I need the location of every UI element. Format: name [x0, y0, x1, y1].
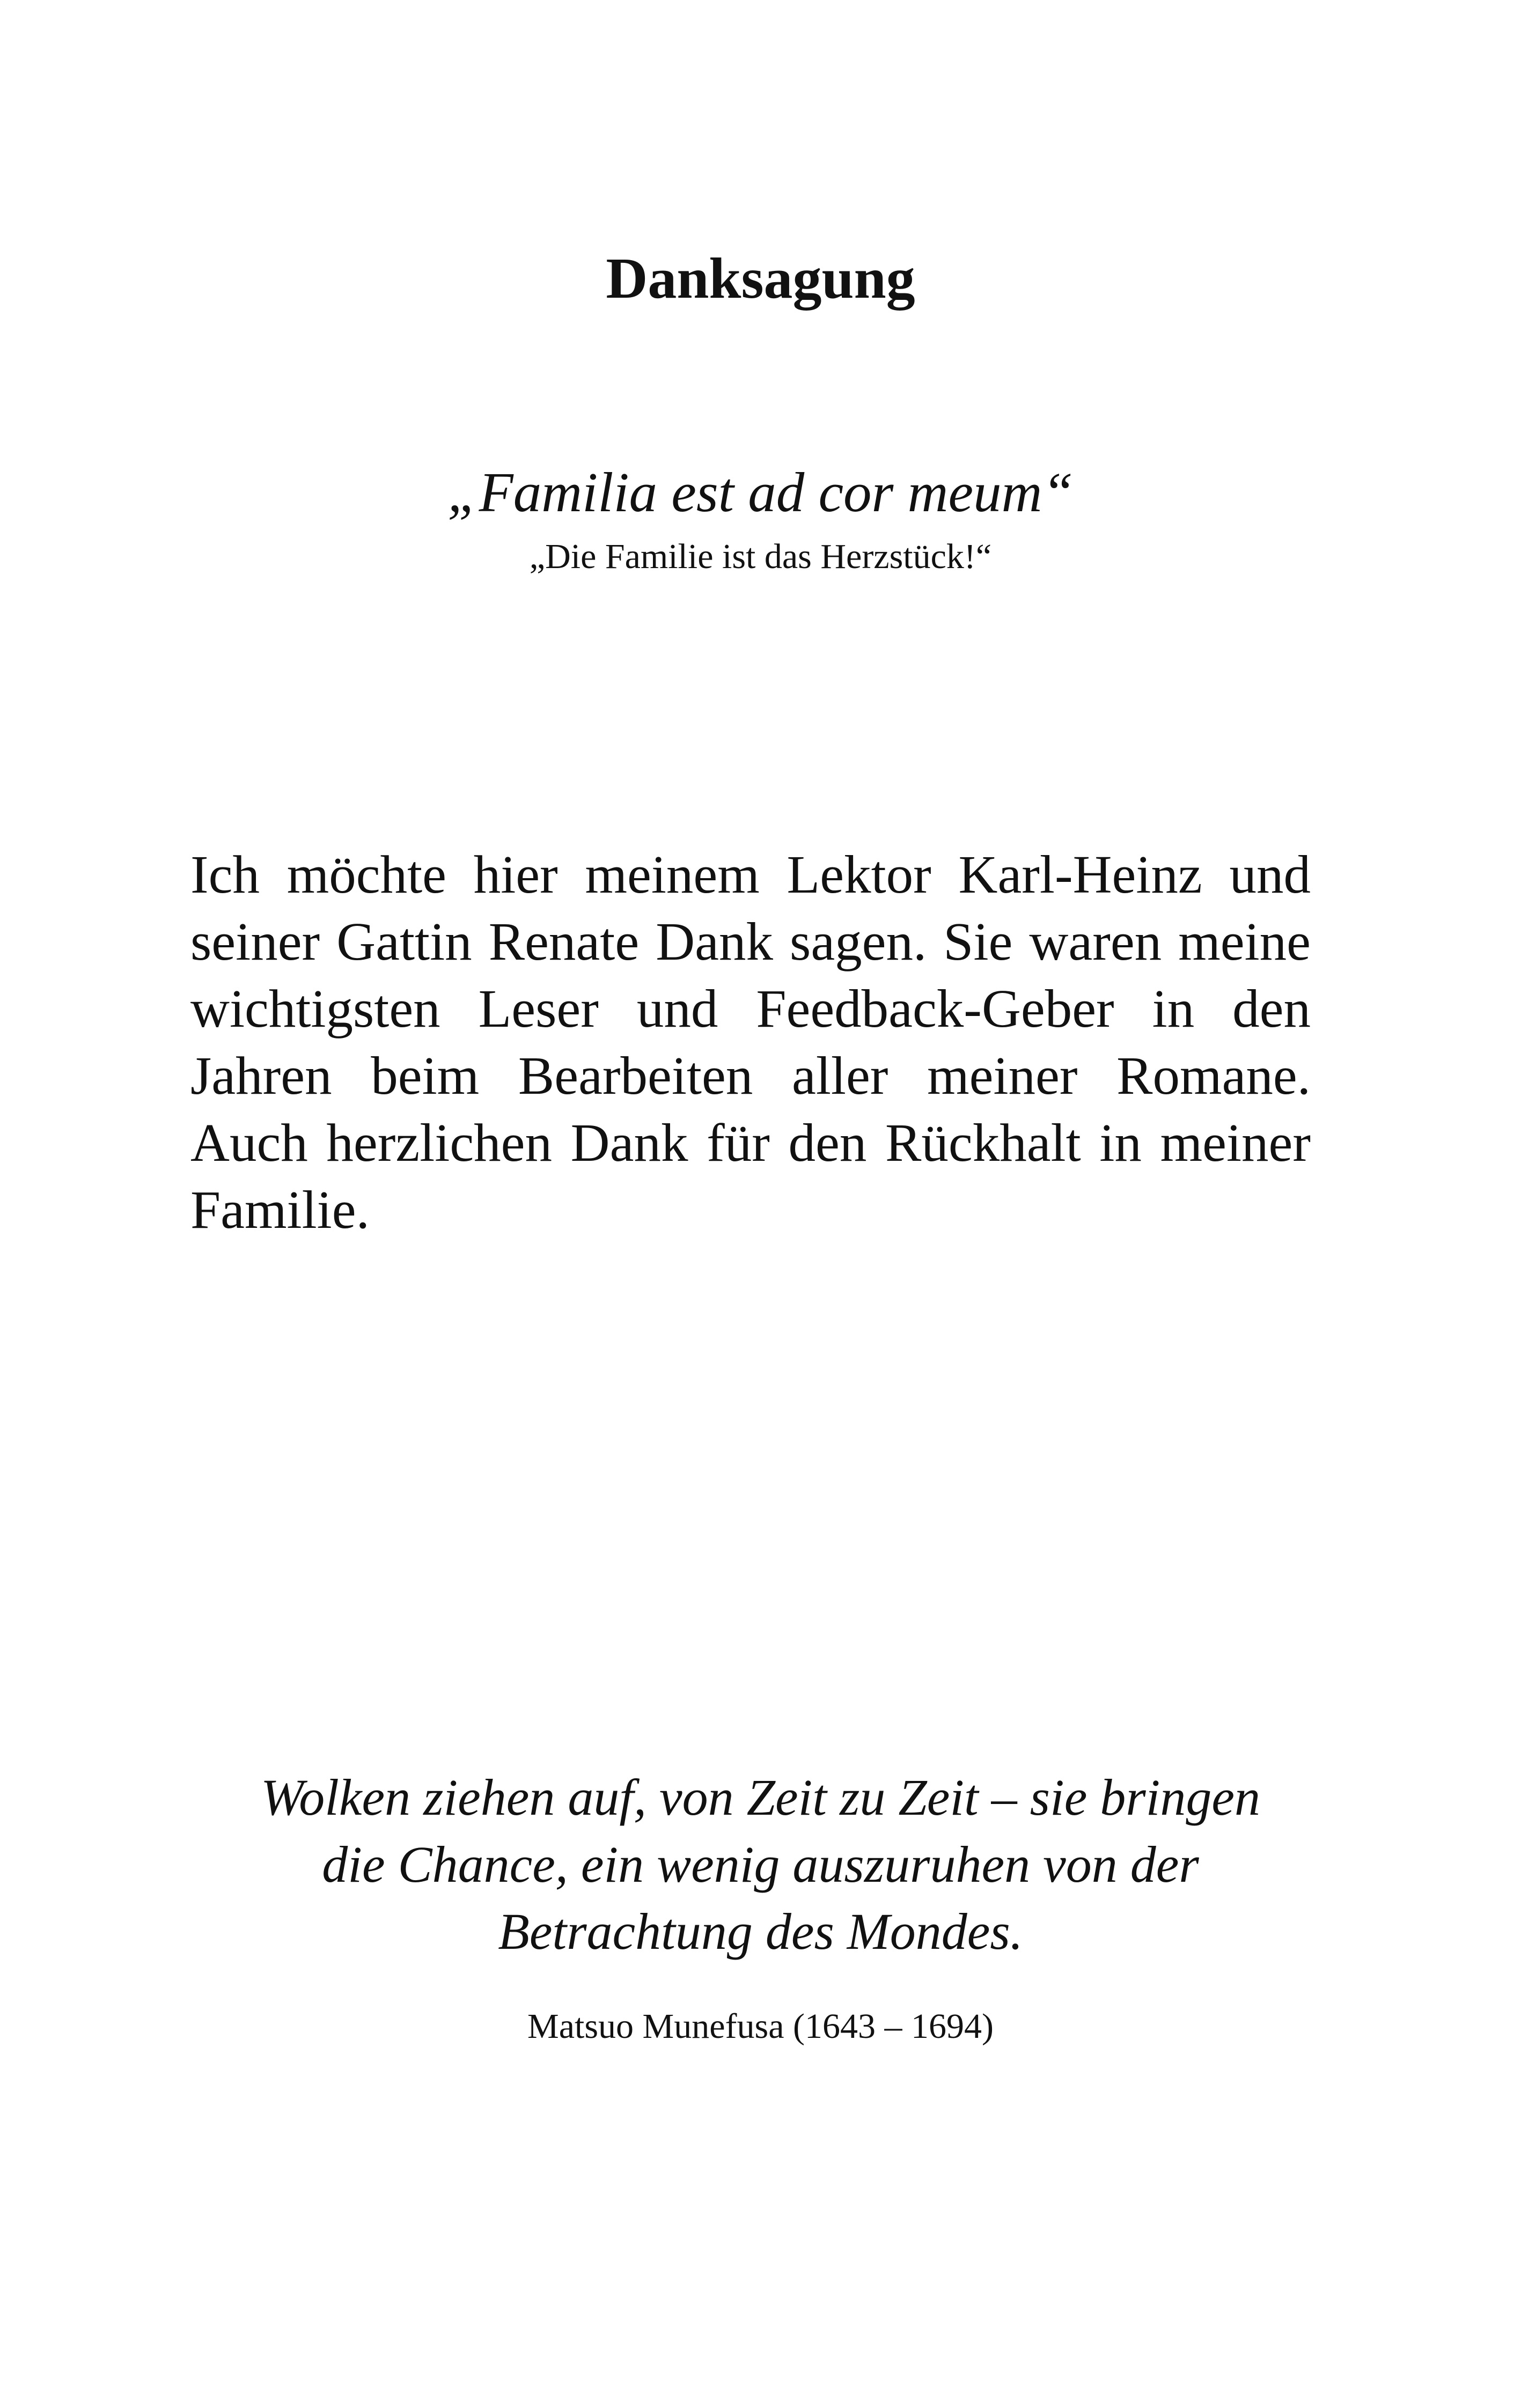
- haiku-line: die Chance, ein wenig auszuruhen von der: [322, 1836, 1199, 1893]
- acknowledgement-paragraph: Ich möchte hier meinem Lektor Karl-Heinz und seiner Gattin Renate Dank sagen. Sie waren meine wichtigsten Leser und Feedback-Geber in den Jahren beim Bearbeiten aller meiner Romane. Auch herzlichen Dank für den Rückhalt in meiner Familie.: [190, 844, 1311, 1240]
- motto-translation: „Die Familie ist das Herzstück!“: [529, 537, 992, 576]
- haiku-line: Wolken ziehen auf, von Zeit zu Zeit – sie bringen: [261, 1769, 1260, 1826]
- haiku-line: Betrachtung des Mondes.: [498, 1903, 1023, 1960]
- haiku-quote: [0, 1764, 1521, 1965]
- haiku-author: Matsuo Munefusa (1643 – 1694): [527, 2007, 994, 2046]
- page-title: Danksagung: [606, 247, 915, 311]
- motto-latin: „Familia est ad cor meum“: [447, 461, 1074, 524]
